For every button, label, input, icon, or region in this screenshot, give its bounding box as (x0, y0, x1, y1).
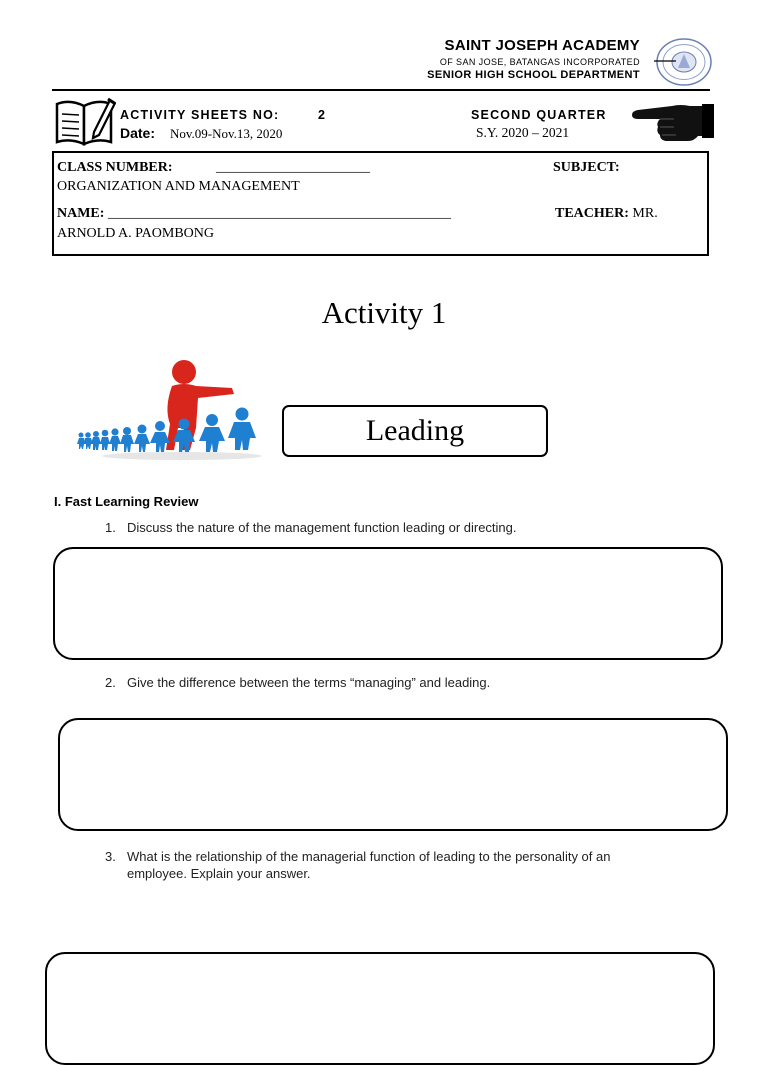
class-number-label: CLASS NUMBER: (57, 160, 173, 175)
teacher-label: TEACHER: (555, 206, 629, 221)
school-seal-icon (654, 37, 712, 87)
activity-sheets-number: 2 (318, 108, 325, 122)
activity-title: Activity 1 (321, 295, 447, 330)
name-blank[interactable]: _________________________________________________ (107, 206, 451, 221)
question-2 (105, 674, 725, 692)
date-label: Date: (120, 125, 156, 141)
question-text: Give the difference between the terms “managing” and leading. (127, 675, 491, 690)
subject-value: ORGANIZATION AND MANAGEMENT (57, 179, 300, 194)
department: SENIOR HIGH SCHOOL DEPARTMENT (427, 69, 640, 81)
question-1 (105, 519, 725, 537)
question-text-continued: employee. Explain your answer. (127, 866, 311, 881)
school-name: SAINT JOSEPH ACADEMY (444, 37, 640, 54)
question-number: 1. (105, 520, 116, 535)
class-number-row (57, 160, 370, 176)
leader-pointing-team-illustration (72, 358, 272, 462)
activity-sheets-label: ACTIVITY SHEETS NO: (120, 108, 280, 122)
book-pen-icon (54, 96, 116, 148)
school-location: OF SAN JOSE, BATANGAS INCORPORATED (439, 57, 640, 67)
class-number-blank[interactable]: ______________________ (216, 160, 371, 175)
pointing-hand-icon (630, 98, 716, 144)
quarter-label: SECOND QUARTER (471, 108, 607, 122)
name-label: NAME: (57, 206, 105, 221)
topic-box (282, 405, 548, 457)
answer-box-3[interactable] (45, 952, 715, 1065)
answer-box-2[interactable] (58, 718, 728, 831)
teacher-name: ARNOLD A. PAOMBONG (57, 226, 215, 241)
question-text: What is the relationship of the managerial function of leading to the personality of an (127, 849, 611, 864)
section-heading: I. Fast Learning Review (54, 494, 199, 509)
name-row (57, 206, 451, 222)
question-3 (105, 848, 725, 884)
school-year: S.Y. 2020 – 2021 (476, 125, 570, 140)
answer-box-1[interactable] (53, 547, 723, 660)
question-number: 2. (105, 675, 116, 690)
question-number: 3. (105, 849, 116, 864)
teacher-value: MR. (632, 206, 658, 221)
question-text: Discuss the nature of the management function leading or directing. (127, 520, 517, 535)
topic-label: Leading (365, 414, 465, 447)
teacher-row (555, 206, 658, 222)
header-rule (52, 89, 710, 91)
date-value: Nov.09-Nov.13, 2020 (170, 126, 283, 141)
subject-label: SUBJECT: (553, 160, 620, 175)
